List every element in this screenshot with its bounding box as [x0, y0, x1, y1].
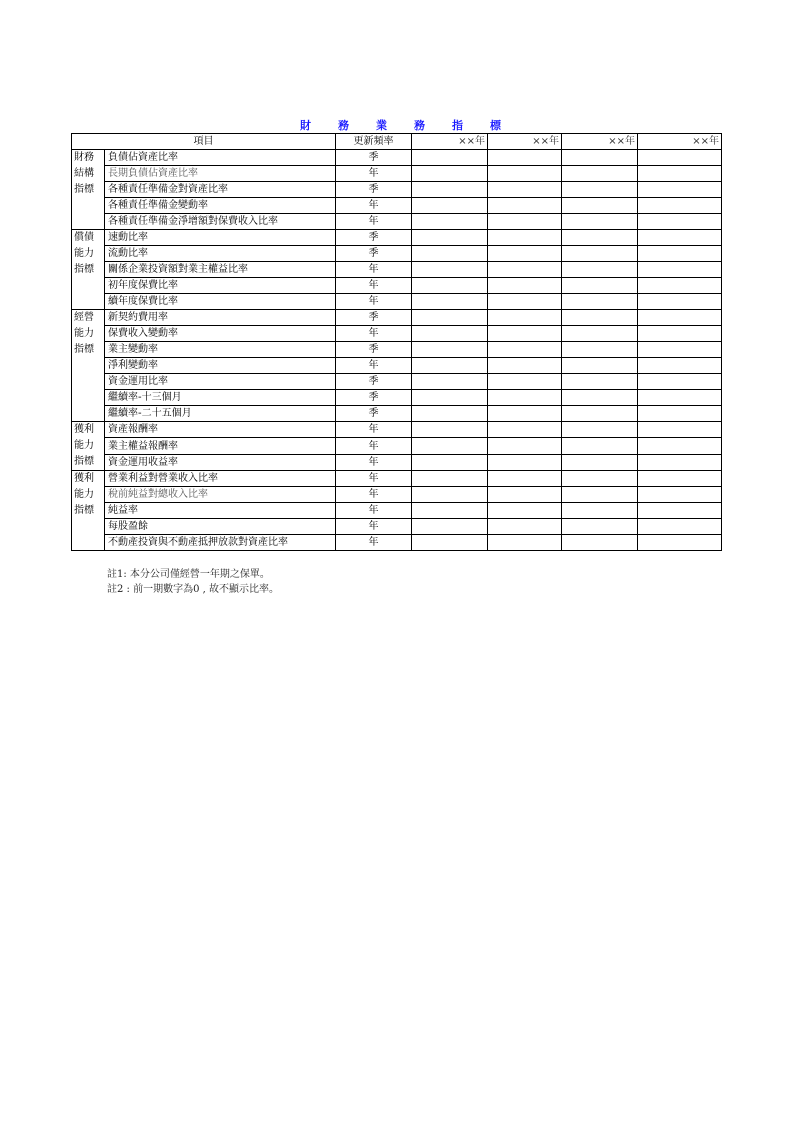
value-cell: [638, 487, 722, 503]
category-cell: [72, 422, 105, 471]
value-cell: [488, 503, 562, 519]
value-cell: [562, 438, 638, 454]
value-cell: [488, 230, 562, 246]
item-name: 保費收入變動率: [105, 326, 336, 342]
category-cell: [72, 150, 105, 230]
value-cell: [638, 454, 722, 470]
value-cell: [488, 294, 562, 310]
table-row: [72, 406, 722, 422]
item-name: 資金運用收益率: [105, 454, 336, 470]
table-row: [72, 246, 722, 262]
table-row: [72, 166, 722, 182]
value-cell: [562, 150, 638, 166]
item-name: 各種責任準備金變動率: [105, 198, 336, 214]
item-name: 流動比率: [105, 246, 336, 262]
category-label: 指標: [74, 456, 94, 467]
value-cell: [562, 326, 638, 342]
update-frequency: 年: [336, 454, 412, 470]
value-cell: [488, 182, 562, 198]
title-char: 務: [414, 119, 425, 132]
value-cell: [562, 358, 638, 374]
update-frequency: 季: [336, 246, 412, 262]
footnote: 註2 : 前一期數字為0 , 故不顯示比率。: [107, 584, 279, 595]
item-name: 資金運用比率: [105, 374, 336, 390]
value-cell: [562, 422, 638, 438]
value-cell: [412, 294, 488, 310]
value-cell: [638, 535, 722, 551]
value-cell: [638, 342, 722, 358]
value-cell: [488, 198, 562, 214]
category-label: 指標: [74, 264, 94, 275]
value-cell: [638, 358, 722, 374]
table-row: [72, 198, 722, 214]
value-cell: [638, 310, 722, 326]
value-cell: [562, 487, 638, 503]
value-cell: [488, 246, 562, 262]
title-char: 指: [452, 119, 463, 132]
value-cell: [562, 182, 638, 198]
table-row: [72, 519, 722, 535]
value-cell: [638, 214, 722, 230]
item-name: 資產報酬率: [105, 422, 336, 438]
table-row: [72, 438, 722, 454]
value-cell: [562, 246, 638, 262]
category-label: 能力: [74, 440, 94, 451]
item-name: 淨利變動率: [105, 358, 336, 374]
title-char: 務: [338, 119, 349, 132]
category-label: 償債: [74, 232, 94, 243]
category-label: 獲利: [74, 424, 94, 435]
value-cell: [412, 166, 488, 182]
category-label: 能力: [74, 489, 94, 500]
value-cell: [638, 519, 722, 535]
category-label: 能力: [74, 248, 94, 259]
category-label: 財務: [74, 152, 94, 163]
table-row: [72, 262, 722, 278]
item-name: 長期負債佔資產比率: [105, 166, 336, 182]
table-row: [72, 214, 722, 230]
value-cell: [562, 278, 638, 294]
update-frequency: 季: [336, 230, 412, 246]
header-frequency: 更新頻率: [336, 134, 412, 150]
value-cell: [562, 262, 638, 278]
item-name: 純益率: [105, 503, 336, 519]
table-row: [72, 182, 722, 198]
value-cell: [638, 503, 722, 519]
update-frequency: 年: [336, 487, 412, 503]
update-frequency: 季: [336, 310, 412, 326]
value-cell: [412, 487, 488, 503]
update-frequency: 年: [336, 294, 412, 310]
value-cell: [488, 535, 562, 551]
value-cell: [488, 374, 562, 390]
value-cell: [488, 422, 562, 438]
value-cell: [488, 310, 562, 326]
title-char: 業: [376, 119, 387, 132]
table-row: [72, 230, 722, 246]
value-cell: [412, 535, 488, 551]
category-label: 指標: [74, 344, 94, 355]
item-name: 繼續率-十三個月: [105, 390, 336, 406]
value-cell: [562, 230, 638, 246]
category-label: 經營: [74, 312, 94, 323]
table-row: [72, 503, 722, 519]
footnotes: [107, 567, 279, 597]
table-row: [72, 310, 722, 326]
value-cell: [412, 374, 488, 390]
value-cell: [638, 390, 722, 406]
update-frequency: 季: [336, 374, 412, 390]
value-cell: [638, 150, 722, 166]
header-year: ××年: [488, 134, 562, 150]
table-row: [72, 390, 722, 406]
value-cell: [412, 471, 488, 487]
value-cell: [562, 390, 638, 406]
value-cell: [412, 438, 488, 454]
value-cell: [488, 166, 562, 182]
value-cell: [562, 310, 638, 326]
value-cell: [562, 294, 638, 310]
update-frequency: 年: [336, 214, 412, 230]
value-cell: [412, 310, 488, 326]
category-cell: [72, 471, 105, 551]
value-cell: [488, 519, 562, 535]
value-cell: [412, 519, 488, 535]
table-row: [72, 422, 722, 438]
item-name: 繼續率-二十五個月: [105, 406, 336, 422]
value-cell: [562, 503, 638, 519]
header-year: ××年: [638, 134, 722, 150]
value-cell: [562, 471, 638, 487]
value-cell: [562, 166, 638, 182]
update-frequency: 季: [336, 390, 412, 406]
value-cell: [638, 406, 722, 422]
update-frequency: 年: [336, 438, 412, 454]
item-name: 初年度保費比率: [105, 278, 336, 294]
value-cell: [488, 150, 562, 166]
value-cell: [412, 214, 488, 230]
value-cell: [638, 262, 722, 278]
update-frequency: 年: [336, 278, 412, 294]
value-cell: [412, 406, 488, 422]
update-frequency: 季: [336, 150, 412, 166]
value-cell: [488, 454, 562, 470]
value-cell: [638, 422, 722, 438]
value-cell: [638, 166, 722, 182]
table-row: [72, 535, 722, 551]
update-frequency: 年: [336, 471, 412, 487]
financial-indicators-table: [71, 133, 722, 551]
value-cell: [488, 262, 562, 278]
value-cell: [638, 230, 722, 246]
table-row: [72, 294, 722, 310]
update-frequency: 季: [336, 342, 412, 358]
update-frequency: 年: [336, 422, 412, 438]
value-cell: [562, 519, 638, 535]
footnote: 註1: 本分公司僅經營一年期之保單。: [107, 569, 270, 580]
value-cell: [638, 374, 722, 390]
category-cell: [72, 230, 105, 310]
value-cell: [488, 342, 562, 358]
value-cell: [562, 374, 638, 390]
update-frequency: 年: [336, 358, 412, 374]
value-cell: [562, 198, 638, 214]
category-label: 指標: [74, 184, 94, 195]
category-label: 能力: [74, 328, 94, 339]
value-cell: [488, 487, 562, 503]
category-cell: [72, 310, 105, 422]
item-name: 每股盈餘: [105, 519, 336, 535]
value-cell: [638, 438, 722, 454]
value-cell: [412, 422, 488, 438]
item-name: 各種責任準備金淨增額對保費收入比率: [105, 214, 336, 230]
item-name: 營業利益對營業收入比率: [105, 471, 336, 487]
update-frequency: 年: [336, 166, 412, 182]
table-row: [72, 358, 722, 374]
value-cell: [488, 406, 562, 422]
value-cell: [488, 326, 562, 342]
update-frequency: 年: [336, 535, 412, 551]
value-cell: [412, 503, 488, 519]
item-name: 業主變動率: [105, 342, 336, 358]
header-year: ××年: [412, 134, 488, 150]
category-label: 獲利: [74, 473, 94, 484]
value-cell: [638, 198, 722, 214]
title-char: 財: [300, 119, 311, 132]
value-cell: [412, 358, 488, 374]
value-cell: [638, 294, 722, 310]
value-cell: [488, 358, 562, 374]
item-name: 各種責任準備金對資產比率: [105, 182, 336, 198]
table-row: [72, 374, 722, 390]
category-label: 指標: [74, 505, 94, 516]
item-name: 新契約費用率: [105, 310, 336, 326]
table-row: [72, 150, 722, 166]
table-row: [72, 278, 722, 294]
value-cell: [412, 326, 488, 342]
item-name: 稅前純益對總收入比率: [105, 487, 336, 503]
item-name: 不動產投資與不動產抵押放款對資產比率: [105, 535, 336, 551]
value-cell: [562, 406, 638, 422]
table-row: [72, 454, 722, 470]
value-cell: [638, 246, 722, 262]
value-cell: [412, 454, 488, 470]
update-frequency: 年: [336, 326, 412, 342]
update-frequency: 季: [336, 182, 412, 198]
value-cell: [638, 278, 722, 294]
value-cell: [638, 182, 722, 198]
value-cell: [638, 471, 722, 487]
item-name: 關係企業投資額對業主權益比率: [105, 262, 336, 278]
value-cell: [412, 390, 488, 406]
title-char: 標: [490, 119, 501, 132]
value-cell: [412, 182, 488, 198]
update-frequency: 年: [336, 198, 412, 214]
item-name: 速動比率: [105, 230, 336, 246]
value-cell: [412, 150, 488, 166]
item-name: 業主權益報酬率: [105, 438, 336, 454]
table-row: [72, 487, 722, 503]
value-cell: [488, 278, 562, 294]
value-cell: [562, 342, 638, 358]
value-cell: [412, 198, 488, 214]
item-name: 續年度保費比率: [105, 294, 336, 310]
value-cell: [562, 214, 638, 230]
value-cell: [488, 390, 562, 406]
value-cell: [412, 342, 488, 358]
header-item: 項目: [72, 134, 336, 150]
table-row: [72, 342, 722, 358]
update-frequency: 年: [336, 503, 412, 519]
value-cell: [488, 471, 562, 487]
item-name: 負債佔資產比率: [105, 150, 336, 166]
value-cell: [562, 535, 638, 551]
value-cell: [562, 454, 638, 470]
update-frequency: 季: [336, 406, 412, 422]
page-title: [0, 119, 793, 133]
value-cell: [412, 278, 488, 294]
table-row: [72, 326, 722, 342]
value-cell: [488, 438, 562, 454]
header-year: ××年: [562, 134, 638, 150]
update-frequency: 年: [336, 262, 412, 278]
category-label: 結構: [74, 168, 94, 179]
value-cell: [412, 230, 488, 246]
value-cell: [412, 246, 488, 262]
value-cell: [488, 214, 562, 230]
value-cell: [638, 326, 722, 342]
update-frequency: 年: [336, 519, 412, 535]
value-cell: [412, 262, 488, 278]
table-row: [72, 471, 722, 487]
header-row: [72, 134, 722, 150]
